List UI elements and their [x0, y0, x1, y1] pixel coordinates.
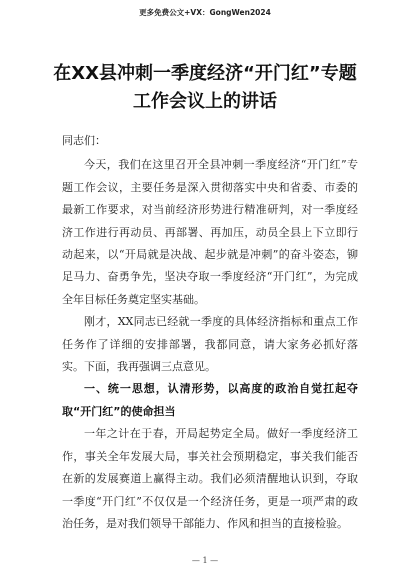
salutation: 同志们： — [62, 134, 106, 147]
title-line-1: 在XX县冲刺一季度经济“开门红”专题 — [53, 63, 357, 84]
paragraph-section-1: 一年之计在于春，开局起势定全局。做好一季度经济工作，事关全年发展大局，事关社会预期稳定，事关我们能否在新的发展赛道上赢得主动。我们必须清醒地认识到，夺取一季度“开门红”不仅仅是一个经济任务，更是一项严肃的政治任务，是对我们领导干部能力、作风和担当的直接检验。 — [62, 427, 358, 530]
document-body — [62, 130, 358, 535]
paragraph-opening: 今天，我们在这里召开全县冲刺一季度经济“开门红”专题工作会议，主要任务是深入贯彻落实中央和省委、市委的最新工作要求，对当前经济形势进行精准研判，对一季度经济工作进行再动员、再部署、再加压，动员全县上下立即行动起来，以“开局就是决战、起步就是冲刺”的奋斗姿态，铆足马力、奋勇争先，坚决夺取一季度经济“开门红”，为完成全年目标任务奠定坚实基础。 — [62, 158, 358, 306]
header-note: 更多免费公文+VX：GongWen2024 — [139, 8, 271, 17]
document-title — [0, 60, 410, 116]
section-heading-1: 一、统一思想，认清形势，以高度的政治自觉扛起夺取“开门红”的使命担当 — [62, 382, 358, 418]
paragraph-arrangement: 刚才，XX同志已经就一季度的具体经济指标和重点工作任务作了详细的安排部署，我都同意，请大家务必抓好落实。下面，我再强调三点意见。 — [62, 315, 358, 374]
page-number: — 1 — — [191, 556, 219, 565]
title-line-2: 工作会议上的讲话 — [133, 91, 277, 112]
